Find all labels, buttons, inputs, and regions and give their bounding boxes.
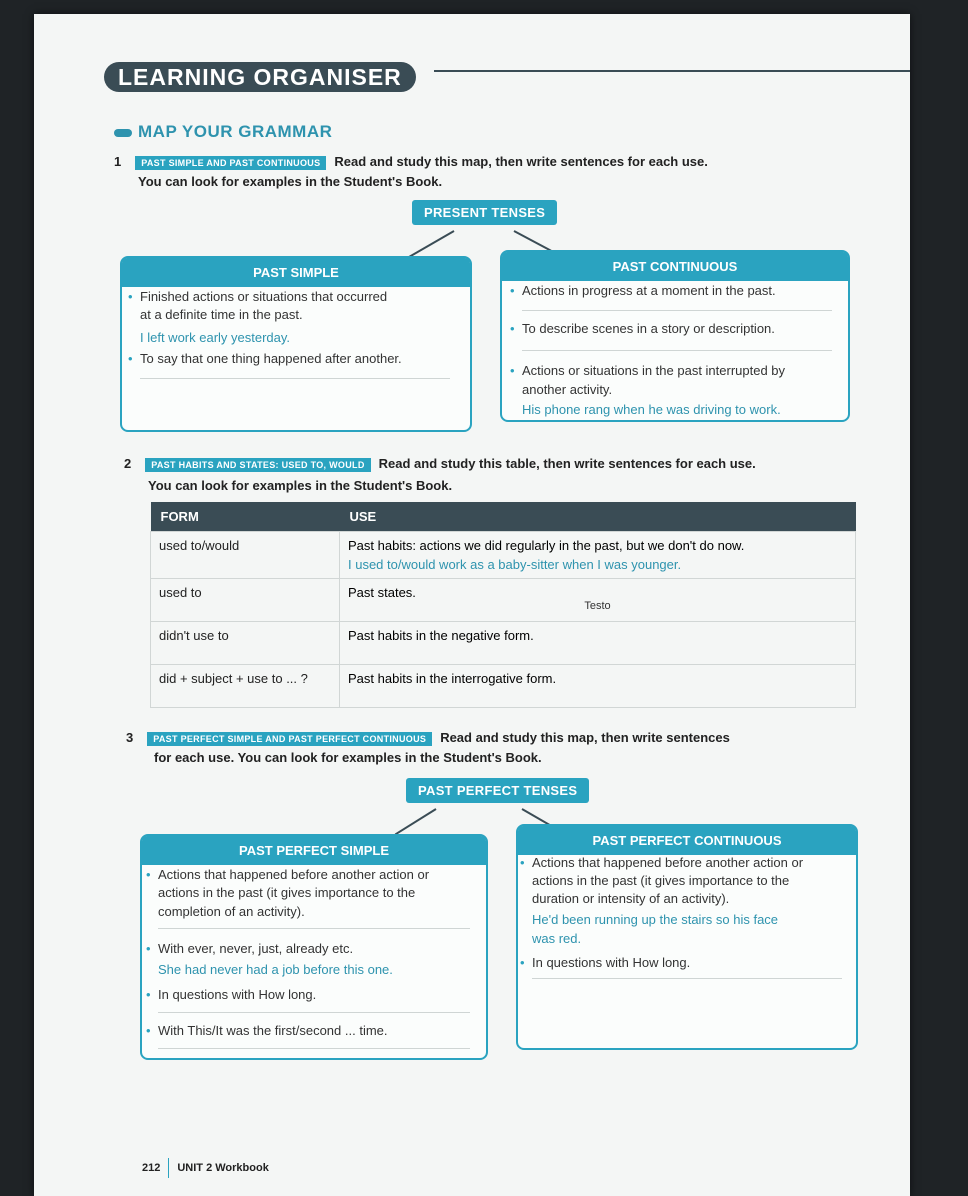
write-line — [522, 350, 832, 351]
ppc-use-1-cont-2: duration or intensity of an activity). — [532, 891, 730, 906]
form-cell: used to — [159, 585, 202, 600]
past-continuous-use-1: • Actions in progress at a moment in the past. — [522, 282, 776, 300]
table-row — [151, 622, 856, 665]
section-title: MAP YOUR GRAMMAR — [114, 122, 332, 142]
ex1-tag: PAST SIMPLE AND PAST CONTINUOUS — [135, 156, 326, 170]
past-simple-use-1-cont: at a definite time in the past. — [140, 307, 303, 322]
use-cell: Past habits: actions we did regularly in the past, but we don't do now. — [348, 538, 745, 553]
ppc-example: He'd been running up the stairs so his face — [532, 912, 779, 927]
ex1-number: 1 — [114, 154, 122, 169]
ppc-use-1-cont: actions in the past (it gives importance to the — [532, 873, 790, 888]
pps-example: She had never had a job before this one. — [158, 962, 393, 977]
pps-use-4: • With This/It was the first/second ... time. — [158, 1022, 388, 1040]
pps-use-1: • Actions that happened before another action or — [158, 866, 429, 884]
ppc-use-2: • In questions with How long. — [532, 954, 690, 972]
pps-use-2: • With ever, never, just, already etc. — [158, 940, 353, 958]
use-header: USE — [340, 502, 856, 532]
form-header: FORM — [151, 502, 340, 532]
page-number: 212 — [142, 1161, 161, 1174]
ex3-instruction: 3 PAST PERFECT SIMPLE AND PAST PERFECT CONTINUOUS Read and study this map, then write sentences — [126, 730, 730, 745]
pps-use-3: • In questions with How long. — [158, 986, 316, 1004]
section-dot-icon — [114, 129, 132, 137]
table-row — [151, 665, 856, 708]
write-line — [522, 310, 832, 311]
table-header-row — [151, 502, 856, 532]
used-to-table — [150, 502, 856, 708]
past-simple-example: I left work early yesterday. — [140, 330, 291, 345]
ex1-instruction-2: You can look for examples in the Student's Book. — [138, 174, 443, 189]
ppc-example-cont: was red. — [532, 931, 582, 946]
workbook-page — [34, 14, 910, 1196]
ex2-tag: PAST HABITS AND STATES: USED TO, WOULD — [145, 458, 370, 472]
past-continuous-example: His phone rang when he was driving to work. — [522, 402, 781, 417]
write-line — [532, 978, 842, 979]
form-cell: did + subject + use to ... ? — [159, 671, 308, 686]
form-cell: used to/would — [159, 538, 240, 553]
ex3-number: 3 — [126, 730, 134, 745]
table-row — [151, 579, 856, 622]
pps-use-1-cont: actions in the past (it gives importance to the — [158, 885, 416, 900]
arrow-right — [514, 230, 552, 251]
past-perfect-continuous-title: PAST PERFECT CONTINUOUS — [518, 826, 856, 855]
past-continuous-use-2: • To describe scenes in a story or description. — [522, 320, 775, 338]
write-line — [158, 1012, 470, 1013]
use-cell: Past habits in the negative form. — [348, 628, 534, 643]
banner-rule — [434, 70, 910, 72]
past-continuous-use-3-cont: another activity. — [522, 382, 613, 397]
past-continuous-title: PAST CONTINUOUS — [502, 252, 848, 281]
present-tenses-node: PRESENT TENSES — [412, 200, 557, 225]
past-perfect-tenses-node: PAST PERFECT TENSES — [406, 778, 589, 803]
write-line — [140, 378, 450, 379]
arrow-left-2 — [395, 808, 437, 835]
ex1-instruction: 1 PAST SIMPLE AND PAST CONTINUOUS Read and study this map, then write sentences for each use. — [114, 154, 708, 169]
ex2-number: 2 — [124, 456, 132, 471]
past-simple-title: PAST SIMPLE — [122, 258, 470, 287]
page-footer — [142, 1158, 269, 1178]
table-row — [151, 532, 856, 579]
ppc-use-1: • Actions that happened before another action or — [532, 854, 803, 872]
page-banner: LEARNING ORGANISER — [104, 62, 416, 92]
use-cell: Past habits in the interrogative form. — [348, 671, 557, 686]
past-simple-use-2: • To say that one thing happened after another. — [140, 350, 402, 368]
ex2-instruction-2: You can look for examples in the Student's Book. — [148, 478, 453, 493]
use-example: I used to/would work as a baby-sitter when I was younger. — [348, 557, 682, 572]
use-cell: Past states. — [348, 585, 416, 600]
unit-label: UNIT 2 Workbook — [177, 1161, 269, 1174]
ex3-tag: PAST PERFECT SIMPLE AND PAST PERFECT CONTINUOUS — [147, 732, 432, 746]
handwritten-answer[interactable]: Testo — [584, 600, 611, 612]
write-line — [158, 1048, 470, 1049]
past-simple-use-1: • Finished actions or situations that occurred — [140, 288, 387, 306]
form-cell: didn't use to — [159, 628, 229, 643]
footer-divider — [168, 1158, 169, 1178]
write-line — [158, 928, 470, 929]
ex3-instruction-2: for each use. You can look for examples in the Student's Book. — [154, 750, 542, 765]
past-continuous-use-3: • Actions or situations in the past interrupted by — [522, 362, 785, 380]
pps-use-1-cont-2: completion of an activity). — [158, 904, 305, 919]
ex2-instruction: 2 PAST HABITS AND STATES: USED TO, WOULD Read and study this table, then write sentences for each use. — [124, 456, 756, 471]
past-perfect-simple-title: PAST PERFECT SIMPLE — [142, 836, 486, 865]
